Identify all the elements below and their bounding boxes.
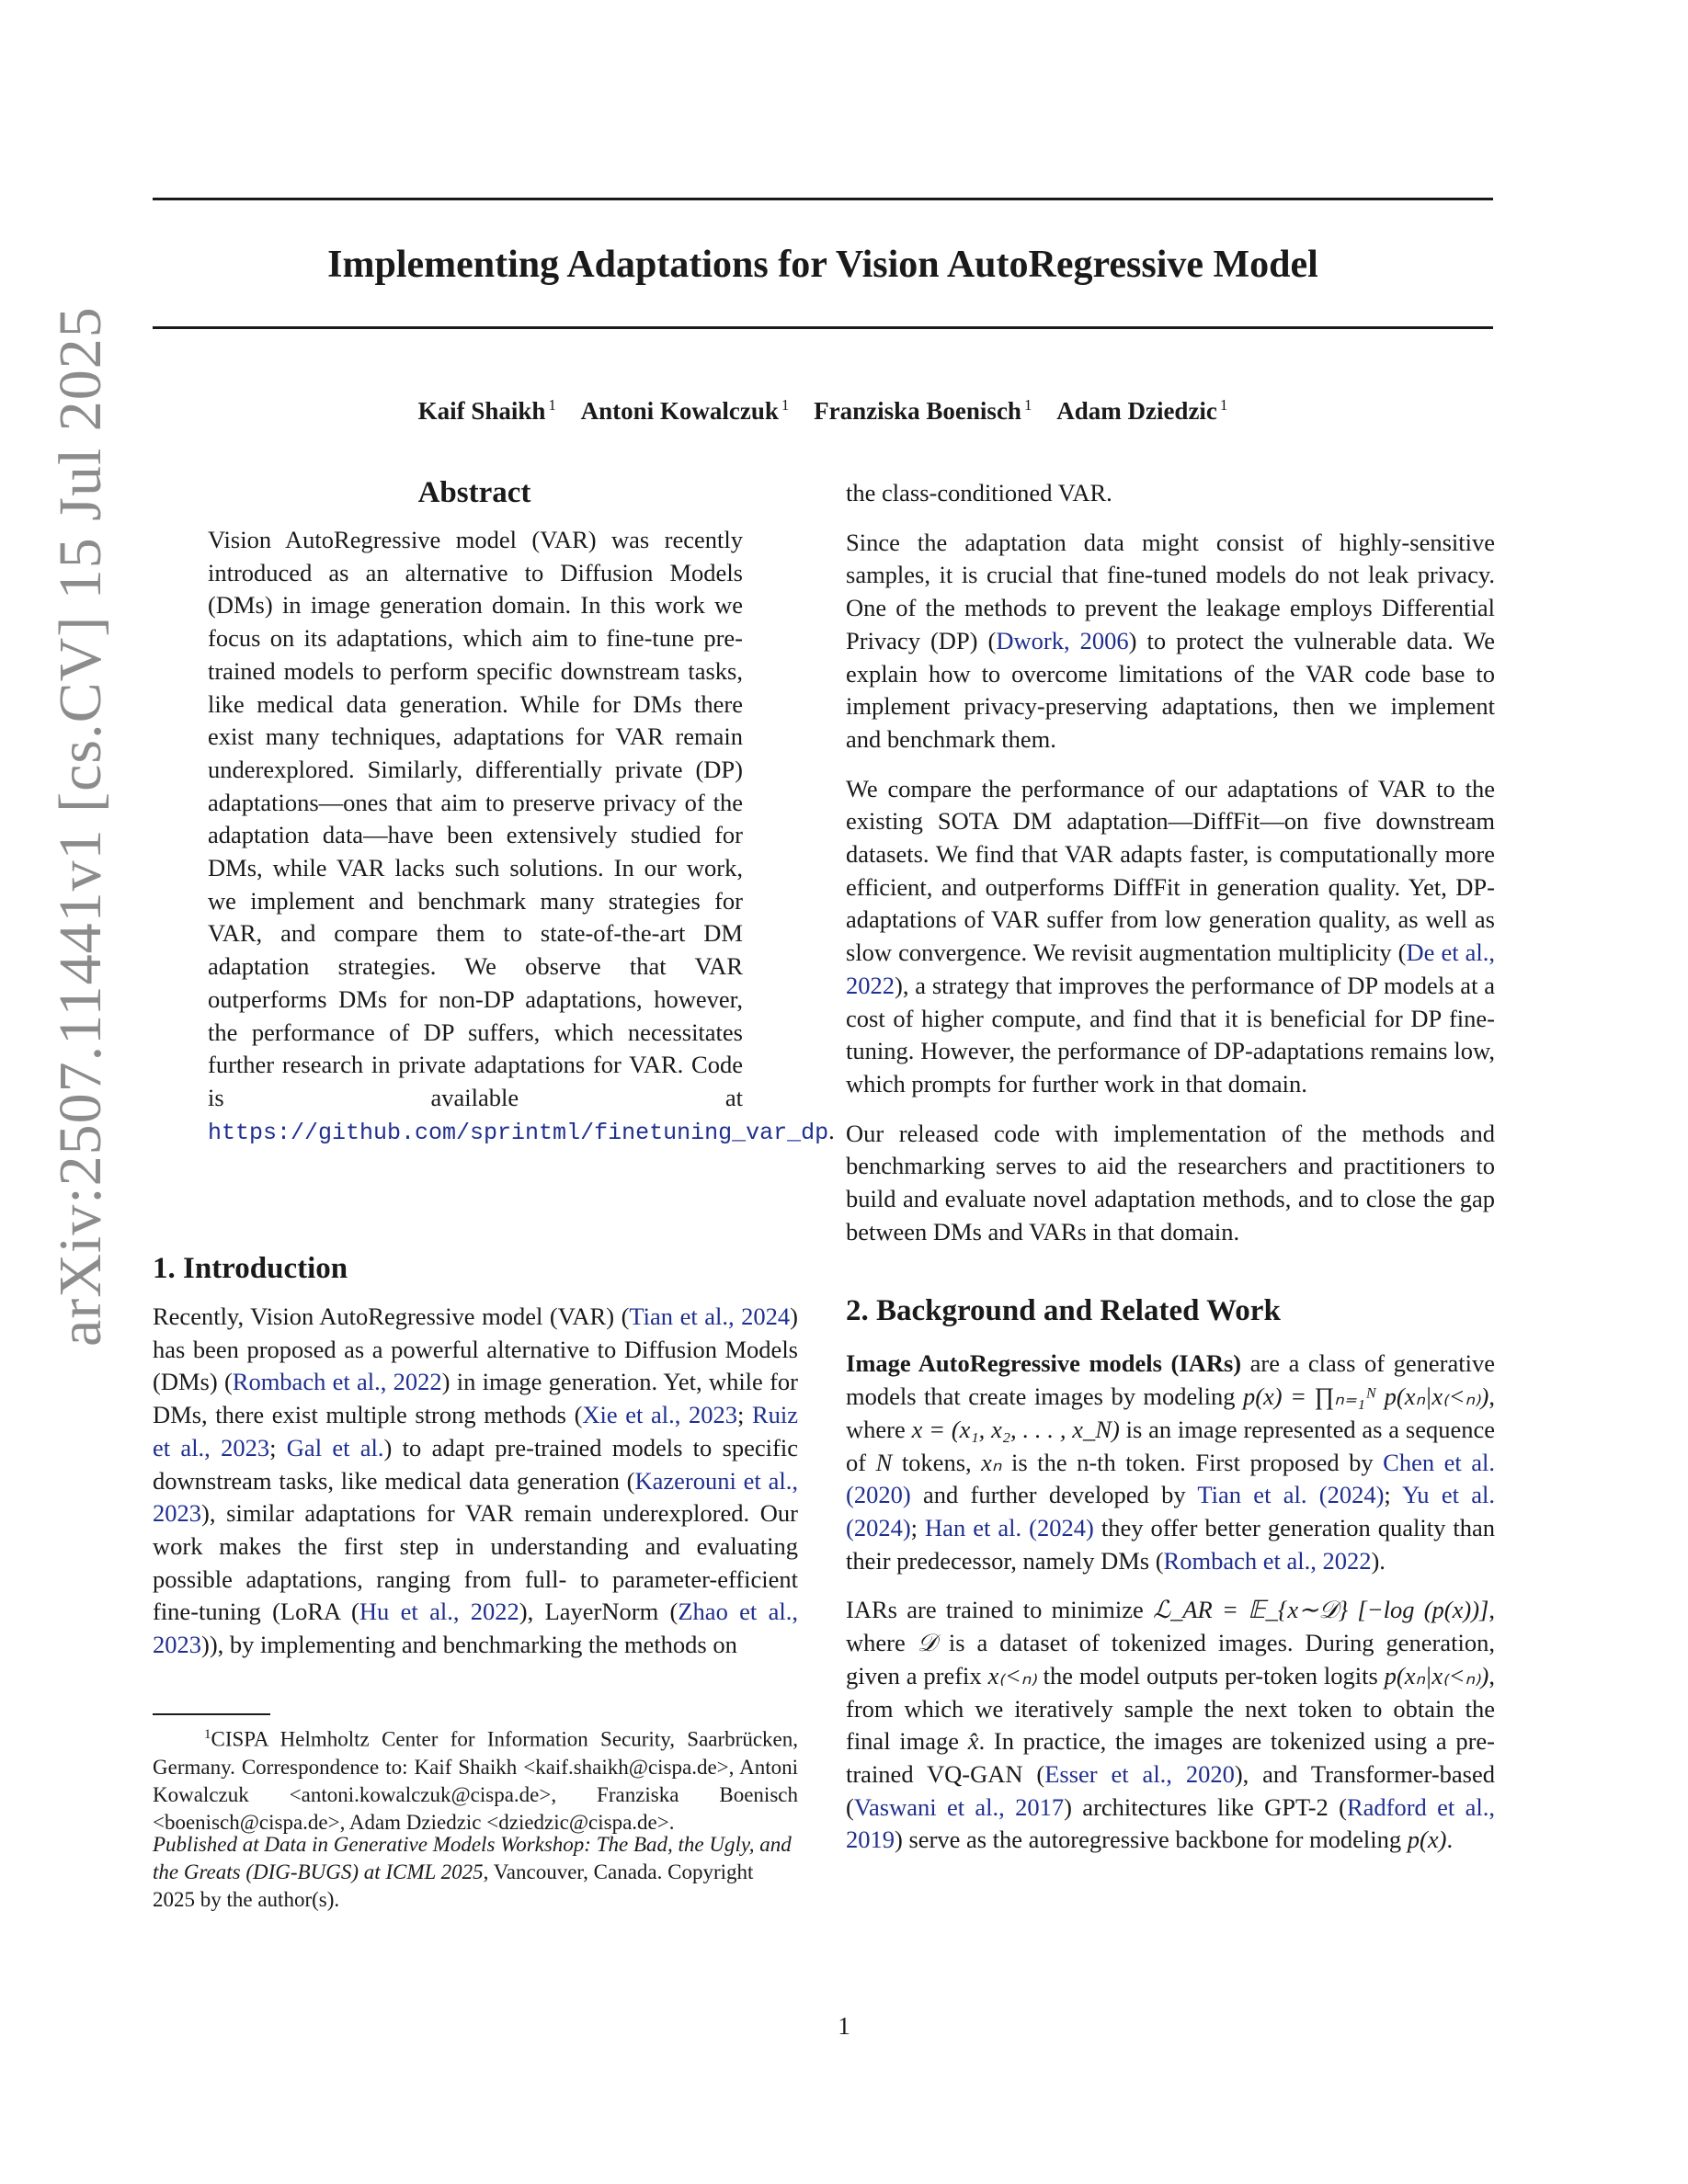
title-bottom-rule: [153, 326, 1493, 329]
page-number: 1: [838, 2012, 850, 2040]
author: Adam Dziedzic $^1$: [1056, 396, 1228, 425]
author-list: [153, 389, 1493, 427]
footnote-rule: [153, 1713, 270, 1715]
arxiv-identifier-margin: arXiv:2507.11441v1 [cs.CV] 15 Jul 2025: [47, 306, 114, 1347]
citation-link[interactable]: Chen et al. (2020): [846, 1448, 1496, 1509]
affiliation-footnote: $^1$CISPA Helmholtz Center for Information Security, Saarbrücken, Germany. Correspondence to: Kaif Shaikh <kaif.shaikh@cispa.de>, Antoni Kowalczuk <antoni.kowalczuk@cispa.de>, Franziska Boenisch <boenisch@cispa.de>, Adam Dziedzic <dziedzic@cispa.de>.: [153, 1727, 798, 1834]
citation-link[interactable]: Radford et al., 2019: [846, 1792, 1495, 1854]
citation-link[interactable]: Hu et al., 2022: [359, 1598, 519, 1626]
author: Antoni Kowalczuk $^1$: [580, 396, 790, 425]
citation-link[interactable]: Yu et al. (2024): [846, 1481, 1495, 1541]
citation-link[interactable]: Han et al. (2024): [925, 1513, 1094, 1541]
introduction-body: Recently, Vision AutoRegressive model (VAR) (Tian et al., 2024) has been proposed as a powerful alternative to Diffusion Models (DMs) (Rombach et al., 2022) in image generation. Yet, while for DMs, there exist multiple strong methods (Xie et al., 2023; Ruiz et al., 2023; Gal et al.) to adapt pre-trained models to specific downstream tasks, like medical data generation (Kazerouni et al., 2023), similar adaptations for VAR remain underexplored. Our work makes the first step in understanding and evaluating possible adaptations, ranging from full- to parameter-efficient fine-tuning (LoRA (Hu et al., 2022), LayerNorm (Zhao et al., 2023)), by implementing and benchmarking the methods on: [153, 1302, 799, 1659]
introduction-heading: 1. Introduction: [153, 1252, 348, 1285]
citation-link[interactable]: Zhao et al., 2023: [153, 1598, 799, 1659]
paragraph: We compare the performance of our adaptations of VAR to the existing SOTA DM adaptation—DiffFit—on five downstream datasets. We find that VAR adapts faster, is computationally more efficient, and outperforms DiffFit in generation quality. Yet, DP-adaptations of VAR suffer from low generation quality, as well as slow convergence. We revisit augmentation multiplicity (De et al., 2022), a strategy that improves the performance of DP models at a cost of higher compute, and find that it is beneficial for DP fine-tuning. However, the performance of DP-adaptations remains low, which prompts for further work in that domain.: [846, 774, 1495, 1098]
background-heading: 2. Background and Related Work: [846, 1294, 1281, 1328]
paragraph: Image AutoRegressive models (IARs) are a class of generative models that create images by modeling p(x) = ∏ₙ₌₁ᴺ p(xₙ|x₍<ₙ₎), where x = (x₁, x₂, . . . , x_N) is an image represented as a sequence of N tokens, xₙ is the n-th token. First proposed by Chen et al. (2020) and further developed by Tian et al. (2024); Yu et al. (2024); Han et al. (2024) they offer better generation quality than their predecessor, namely DMs (Rombach et al., 2022).: [846, 1349, 1496, 1575]
author: Kaif Shaikh $^1$: [417, 396, 556, 425]
citation-link[interactable]: Tian et al. (2024): [1197, 1481, 1385, 1509]
code-repository-link[interactable]: https://github.com/sprintml/finetuning_var_dp: [208, 1119, 829, 1146]
paragraph: the class-conditioned VAR.: [846, 479, 1112, 506]
citation-link[interactable]: Rombach et al., 2022: [232, 1368, 442, 1396]
venue-notice: Published at Data in Generative Models Workshop: The Bad, the Ugly, and the Greats (DIG-BUGS) at ICML 2025, Vancouver, Canada. Copyright 2025 by the author(s).: [153, 1833, 792, 1911]
author: Franziska Boenisch $^1$: [814, 396, 1032, 425]
paragraph: Since the adaptation data might consist of highly-sensitive samples, it is crucial that fine-tuned models do not leak privacy. One of the methods to prevent the leakage employs Differential Privacy (DP) (Dwork, 2006) to protect the vulnerable data. We explain how to overcome limitations of the VAR code base to implement privacy-preserving adaptations, then we implement and benchmark them.: [846, 528, 1495, 753]
citation-link[interactable]: Esser et al., 2020: [1044, 1759, 1235, 1788]
title-top-rule: [153, 198, 1493, 200]
paragraph: Our released code with implementation of the methods and benchmarking serves to aid the researchers and practitioners to build and evaluate novel adaptation methods, and to close the gap between DMs and VARs in that domain.: [846, 1119, 1495, 1246]
citation-link[interactable]: De et al., 2022: [846, 938, 1495, 999]
citation-link[interactable]: Vaswani et al., 2017: [853, 1792, 1065, 1821]
citation-link[interactable]: Xie et al., 2023: [582, 1401, 737, 1429]
citation-link[interactable]: Rombach et al., 2022: [1163, 1546, 1372, 1575]
citation-link[interactable]: Kazerouni et al., 2023: [153, 1466, 798, 1528]
abstract-body: Vision AutoRegressive model (VAR) was recently introduced as an alternative to Diffusion Models (DMs) in image generation domain. In this work we focus on its adaptations, which aim to fine-tune pre-trained models to perform specific downstream tasks, like medical data generation. While for DMs there exist many techniques, adaptations for VAR remain underexplored. Similarly, differentially private (DP) adaptations—ones that aim to preserve privacy of the adaptation data—have been extensively studied for DMs, while VAR lacks such solutions. In our work, we implement and benchmark many strategies for VAR, and compare them to state-of-the-art DM adaptation strategies. We observe that VAR outperforms DMs for non-DP adaptations, however, the performance of DP suffers, which necessitates further research in private adaptations for VAR. Code is available at https://github.com/sprintml/finetuning_var_dp.: [208, 526, 835, 1146]
citation-link[interactable]: Tian et al., 2024: [629, 1302, 791, 1330]
paper-title: Implementing Adaptations for Vision AutoRegressive Model: [327, 244, 1318, 286]
citation-link[interactable]: Gal et al.: [286, 1433, 384, 1462]
paragraph: IARs are trained to minimize ℒ_AR = 𝔼_{x∼𝒟} [−log (p(x))], where 𝒟 is a dataset of tokenized images. During generation, given a prefix x₍<ₙ₎ the model outputs per-token logits p(xₙ|x₍<ₙ₎), from which we iteratively sample the next token to obtain the final image x̂. In practice, the images are tokenized using a pre-trained VQ-GAN (Esser et al., 2020), and Transformer-based (Vaswani et al., 2017) architectures like GPT-2 (Radford et al., 2019) serve as the autoregressive backbone for modeling p(x).: [846, 1596, 1496, 1854]
abstract-heading: Abstract: [417, 476, 531, 509]
citation-link[interactable]: Dwork, 2006: [996, 626, 1129, 654]
citation-link[interactable]: Ruiz et al., 2023: [153, 1401, 798, 1462]
right-column: [846, 477, 1495, 1857]
